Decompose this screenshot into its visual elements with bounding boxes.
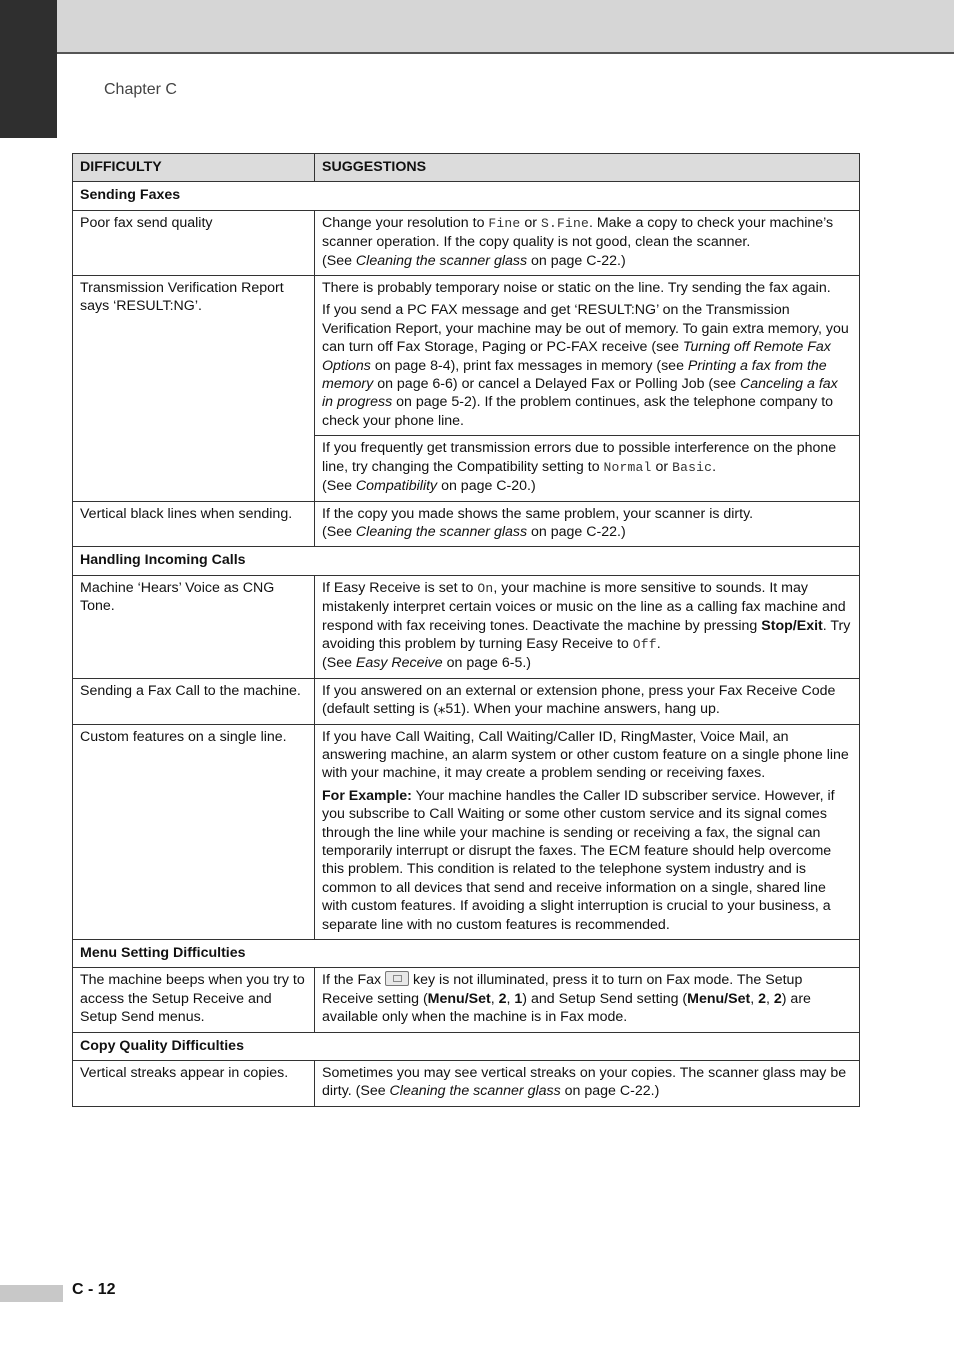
- difficulty-cell: Machine ‘Hears’ Voice as CNG Tone.: [73, 575, 315, 678]
- suggestion-cell: If the copy you made shows the same problem, your scanner is dirty. (See Cleaning the scanner glass on page C-22.): [315, 501, 860, 547]
- table-row: [73, 968, 860, 1032]
- cross-reference: Cleaning the scanner glass: [355, 252, 528, 269]
- table-row: [73, 276, 860, 436]
- difficulty-cell: Custom features on a single line.: [73, 724, 315, 939]
- table-row: [73, 575, 860, 678]
- column-header-suggestions: SUGGESTIONS: [315, 154, 860, 182]
- column-header-difficulty: DIFFICULTY: [73, 154, 315, 182]
- troubleshooting-table: [72, 153, 860, 1107]
- section-row-menu-setting: [73, 940, 860, 968]
- difficulty-cell: Sending a Fax Call to the machine.: [73, 678, 315, 724]
- footer-bar: [0, 1285, 63, 1302]
- suggestion-cell: [315, 724, 860, 939]
- section-row-copy-quality: [73, 1032, 860, 1060]
- table-header-row: [73, 154, 860, 182]
- difficulty-cell: Transmission Verification Report says ‘RESULT:NG’.: [73, 276, 315, 501]
- table-row: [73, 678, 860, 724]
- difficulty-cell: Vertical black lines when sending.: [73, 501, 315, 547]
- suggestion-cell: Sometimes you may see vertical streaks on your copies. The scanner glass may be dirty. (See Cleaning the scanner glass on page C-22.): [315, 1061, 860, 1107]
- cross-reference: Canceling a fax in progress: [322, 376, 838, 411]
- section-title: Copy Quality Difficulties: [73, 1032, 860, 1060]
- setting-value-off: Off: [632, 636, 657, 652]
- section-title: Sending Faxes: [73, 182, 860, 210]
- section-title: Handling Incoming Calls: [73, 547, 860, 575]
- chapter-tab: [0, 0, 57, 138]
- key-name: Stop/Exit: [761, 617, 823, 634]
- setting-value-fine: Fine: [488, 215, 521, 231]
- setting-value-on: On: [477, 580, 494, 596]
- section-row-sending-faxes: [73, 182, 860, 210]
- section-title: Menu Setting Difficulties: [73, 940, 860, 968]
- cross-reference: Cleaning the scanner glass: [389, 1083, 561, 1100]
- cross-reference: Printing a fax from the memory: [322, 357, 827, 393]
- difficulty-cell: Vertical streaks appear in copies.: [73, 1061, 315, 1107]
- suggestion-cell: If Easy Receive is set to On, your machine is more sensitive to sounds. It may mistakenly interpret certain voices or music on the line as a calling fax machine and respond with fax receiving tones. Deactivate the machine by pressing Stop/Exit. Try avoiding this problem by turning Easy Receive to Off. (See Easy Receive on page 6-5.): [315, 575, 860, 678]
- difficulty-cell: The machine beeps when you try to access the Setup Receive and Setup Send menus.: [73, 968, 315, 1032]
- cross-reference: Easy Receive: [355, 655, 443, 672]
- suggestion-cell: If you frequently get transmission errors due to possible interference on the phone line, try changing the Compatibility setting to Normal or Basic. (See Compatibility on page C-20.): [315, 436, 860, 501]
- setting-value-normal: Normal: [603, 459, 652, 475]
- page-number: C - 12: [72, 1281, 116, 1298]
- suggestion-cell: [315, 276, 860, 436]
- paragraph: There is probably temporary noise or static on the line. Try sending the fax again.: [322, 280, 831, 297]
- difficulty-cell: Poor fax send quality: [73, 210, 315, 275]
- suggestion-cell: Change your resolution to Fine or S.Fine. Make a copy to check your machine’s scanner operation. If the copy quality is not good, clean the scanner. (See Cleaning the scanner glass on page C-22.): [315, 210, 860, 275]
- setting-value-sfine: S.Fine: [540, 215, 589, 231]
- cross-reference: Cleaning the scanner glass: [355, 523, 528, 540]
- fax-key-icon: [385, 971, 409, 986]
- paragraph: For Example: Your machine handles the Caller ID subscriber service. However, if you subscribe to Call Waiting or some other custom service and its signal comes through the line while your machine is sending or receiving a fax, the signal can temporarily interrupt or disrupt the faxes. The ECM feature should help overcome this problem. This condition is related to the telephone system industry and is common to all devices that send and receive information on a single, shared line with custom features. If avoiding a slight interruption is crucial to your business, a separate line with no custom features is recommended.: [322, 787, 835, 933]
- table-row: [73, 501, 860, 547]
- table-row: [73, 1061, 860, 1107]
- cross-reference: Turning off Remote Fax Options: [322, 339, 831, 374]
- paragraph: If you have Call Waiting, Call Waiting/Caller ID, RingMaster, Voice Mail, an answering machine, an alarm system or other custom feature on a single phone line with your machine, it may create a problem sending or receiving faxes.: [322, 728, 849, 782]
- chapter-label: Chapter C: [104, 81, 177, 98]
- cross-reference: Compatibility: [355, 478, 438, 495]
- star-key-icon: ⁎: [437, 700, 446, 718]
- section-row-incoming-calls: [73, 547, 860, 575]
- setting-value-basic: Basic: [672, 459, 713, 475]
- suggestion-cell: If the Fax key is not illuminated, press it to turn on Fax mode. The Setup Receive setting (Menu/Set, 2, 1) and Setup Send setting (Menu/Set, 2, 2) are available only when the machine is in Fax mode.: [315, 968, 860, 1032]
- table-row: [73, 210, 860, 275]
- suggestion-cell: If you answered on an external or extension phone, press your Fax Receive Code (default setting is (⁎51). When your machine answers, hang up.: [315, 678, 860, 724]
- header-bar: [0, 0, 954, 54]
- paragraph: If you send a PC FAX message and get ‘RESULT:NG’ on the Transmission Verification Report, your machine may be out of memory. To gain extra memory, you can turn off Fax Storage, Paging or PC-FAX receive (see Turning off Remote Fax Options on page 8-4), print fax messages in memory (see Printing a fax from the memory on page 6-6) or cancel a Delayed Fax or Polling Job (see Canceling a fax in progress on page 5-2). If the problem continues, ask the telephone company to check your phone line.: [322, 302, 849, 429]
- table-row: [73, 724, 860, 939]
